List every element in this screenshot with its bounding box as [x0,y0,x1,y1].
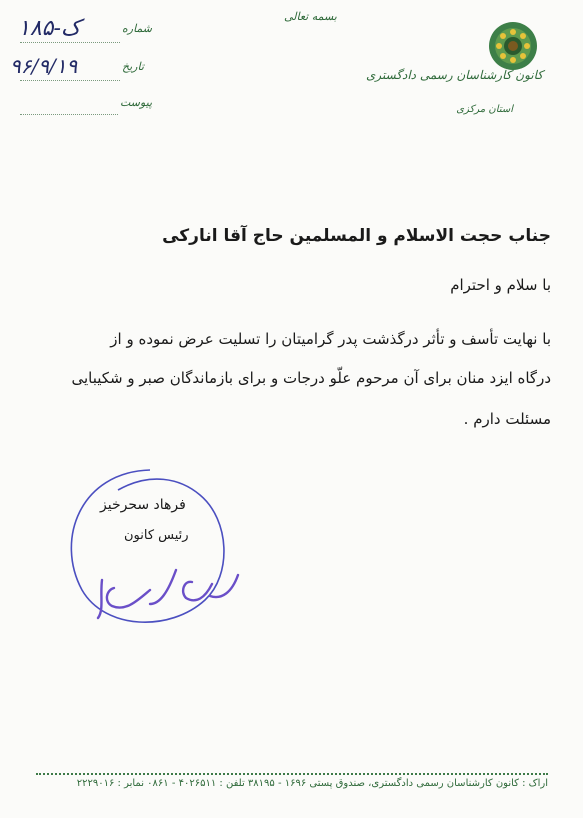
addressee-line: جناب حجت الاسلام و المسلمین حاج آقا انارکی [162,226,551,246]
organization-province: استان مرکزی [456,104,513,115]
signatory-title: رئیس کانون [124,528,189,543]
signatory-name: فرهاد سحرخیز [100,497,186,513]
greeting-line: با سلام و احترام [450,276,551,294]
attachment-label: پیوست [120,96,153,109]
number-label: شماره [122,22,153,35]
body-line-1: با نهایت تأسف و تأثر درگذشت پدر گرامیتان را تسلیت عرض نموده و از [110,330,551,348]
body-line-3: مسئلت دارم . [463,410,551,428]
handwritten-signature-stroke [98,570,238,618]
footer-divider [36,773,548,775]
footer-address: اراک : کانون کارشناسان رسمی دادگستری، صندوق پستی ۱۶۹۶ - ۳۸۱۹۵ تلفن : ۴۰۲۶۵۱۱ - ۰۸۶۱ نمابر : ۲۲۲۹۰۱۶ [76,778,548,789]
basmala-text: بسمه تعالی [284,10,337,23]
number-value: ۱۸۵-ک [18,16,81,41]
date-label: تاریخ [122,60,144,73]
stamp-loop-stroke [71,470,224,622]
date-value: ۹۶/۹/۱۹ [10,54,78,78]
organization-name: کانون کارشناسان رسمی دادگستری [365,68,543,82]
body-line-2: درگاه ایزد منان برای آن مرحوم علّو درجات و برای بازماندگان صبر و شکیبایی [71,369,551,387]
